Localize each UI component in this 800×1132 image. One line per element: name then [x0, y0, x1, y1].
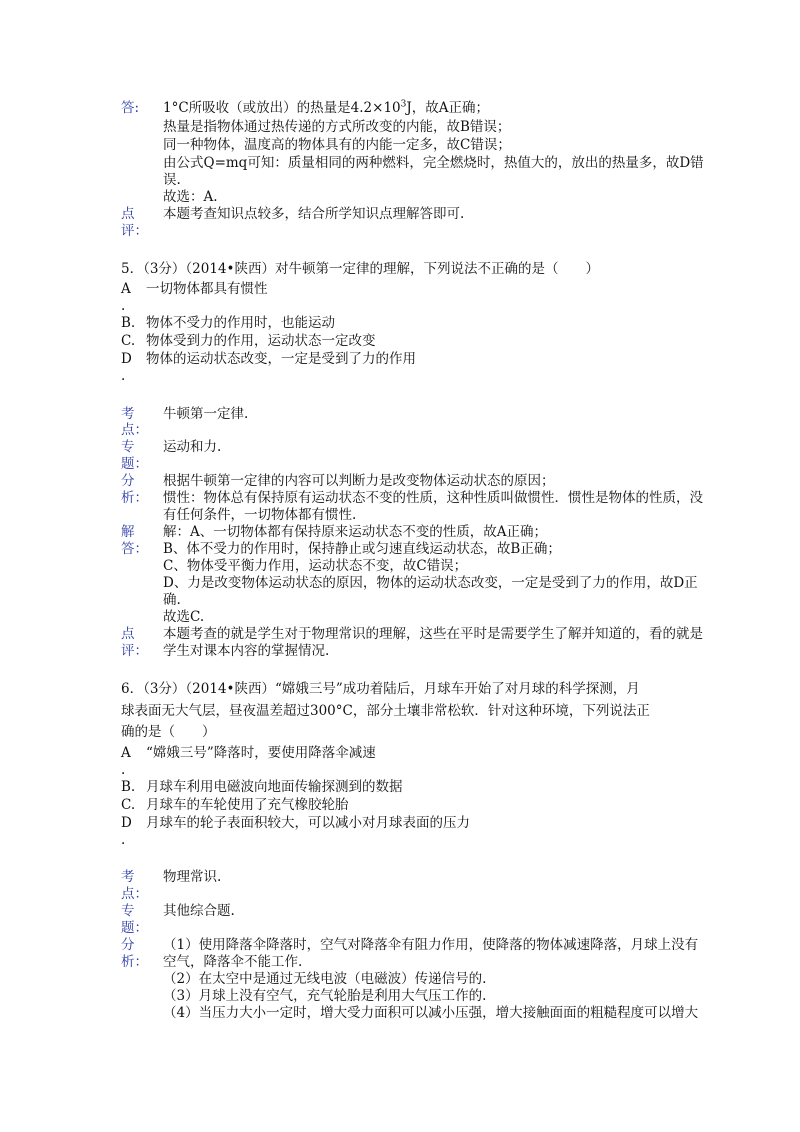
answer-line-2: 热量是指物体通过热传递的方式所改变的内能，故B错误； — [163, 119, 511, 135]
q6-zhuanti-label-2: 题： — [121, 920, 148, 936]
q6-option-b-text: 月球车利用电磁波向地面传输探测到的数据 — [146, 779, 403, 795]
q5-option-d-letter: D — [121, 351, 132, 367]
q5-option-d-dot: . — [121, 368, 126, 384]
q5-option-a-letter: A — [121, 281, 131, 297]
q5-jieda-line-3: C、物体受平衡力作用，运动状态不变，故C错误； — [163, 558, 468, 574]
q6-option-a-letter: A — [121, 745, 131, 761]
answer-line-6: 故选：A. — [163, 189, 218, 205]
q5-dianping-line-2: 学生对课本内容的掌握情况. — [163, 643, 330, 659]
q6-fenxi-line-5: （4）当压力大小一定时，增大受力面积可以减小压强，增大接触面面的粗糙程度可以增大 — [163, 1005, 699, 1021]
q5-zhuanti-label-1: 专 — [121, 439, 135, 455]
q6-fenxi-line-3: （2）在太空中是通过无线电波（电磁波）传递信号的. — [163, 971, 487, 987]
q5-option-b-letter: B. — [121, 315, 136, 331]
q6-option-c-letter: C. — [121, 797, 136, 813]
q5-jieda-line-1: 解：A、一切物体都有保持原来运动状态不变的性质，故A正确； — [163, 524, 547, 540]
q6-stem-line-1: 6．（3分）（2014•陕西）“嫦娥三号”成功着陆后，月球车开始了对月球的科学探测，月 — [121, 681, 640, 697]
q5-jieda-line-4: D、力是改变物体运动状态的原因，物体的运动状态改变，一定是受到了力的作用，故D正 — [163, 575, 698, 591]
q5-fenxi-label-2: 析： — [121, 490, 148, 506]
q6-option-d-text: 月球车的轮子表面积较大，可以减小对月球表面的压力 — [146, 815, 470, 831]
q6-option-d-dot: . — [121, 832, 126, 848]
q5-jieda-line-2: B、体不受力的作用时，保持静止或匀速直线运动状态，故B正确； — [163, 541, 561, 557]
q5-dianping-label-1: 点 — [121, 626, 135, 642]
answer-line-5: 误. — [163, 172, 181, 188]
q5-fenxi-line-3: 有任何条件，一切物体都有惯性. — [163, 507, 357, 523]
q6-kaodian-text: 物理常识. — [163, 869, 222, 885]
q5-jieda-label-2: 答： — [121, 541, 148, 557]
q5-jieda-line-6: 故选C. — [163, 609, 205, 625]
answer-line-3: 同一种物体，温度高的物体具有的内能一定多，故C错误； — [163, 137, 511, 153]
answer-line-1: 1°C所吸收（或放出）的热量是$4.2\times 10^3J$，故A正确； — [163, 99, 490, 116]
q5-option-d-text: 物体的运动状态改变，一定是受到了力的作用 — [146, 351, 416, 367]
q5-jieda-label-1: 解 — [121, 524, 135, 540]
q6-option-a-text: “嫦娥三号”降落时，要使用降落伞减速 — [146, 745, 376, 761]
answer-line-4: 由公式Q=mq可知：质量相同的两种燃料，完全燃烧时，热值大的，放出的热量多，故D错 — [163, 155, 704, 171]
q5-zhuanti-label-2: 题： — [121, 456, 148, 472]
q5-fenxi-line-1: 根据牛顿第一定律的内容可以判断力是改变物体运动状态的原因； — [163, 473, 555, 489]
q5-option-b-text: 物体不受力的作用时，也能运动 — [146, 315, 335, 331]
q6-fenxi-line-1: （1）使用降落伞降落时，空气对降落伞有阻力作用，使降落的物体减速降落，月球上没有 — [163, 937, 699, 953]
q6-kaodian-label-1: 考 — [121, 869, 135, 885]
q6-fenxi-label-1: 分 — [121, 937, 135, 953]
q6-stem-line-2: 球表面无大气层，昼夜温差超过300°C，部分土壤非常松软．针对这种环境，下列说法正 — [121, 703, 650, 719]
q6-zhuanti-text: 其他综合题. — [163, 903, 235, 919]
comment-label-2: 评： — [121, 223, 148, 239]
q5-dianping-line-1: 本题考查的就是学生对于物理常识的理解，这些在平时是需要学生了解并知道的，看的就是 — [163, 626, 703, 642]
q6-option-c-text: 月球车的车轮使用了充气橡胶轮胎 — [146, 797, 349, 813]
q5-kaodian-label-2: 点： — [121, 422, 148, 438]
comment-text: 本题考查知识点较多，结合所学知识点理解答即可. — [163, 206, 465, 222]
q5-jieda-line-5: 确. — [163, 592, 181, 608]
q6-fenxi-line-4: （3）月球上没有空气，充气轮胎是利用大气压工作的. — [163, 988, 487, 1004]
q6-fenxi-line-2: 空气，降落伞不能工作. — [163, 954, 303, 970]
q6-option-b-letter: B. — [121, 779, 136, 795]
q5-zhuanti-text: 运动和力. — [163, 439, 222, 455]
q5-fenxi-line-2: 惯性：物体总有保持原有运动状态不变的性质，这种性质叫做惯性．惯性是物体的性质，没 — [163, 490, 703, 506]
q5-kaodian-text: 牛顿第一定律. — [163, 406, 249, 422]
q5-option-c-letter: C. — [121, 333, 136, 349]
q5-option-a-text: 一切物体都具有惯性 — [146, 281, 268, 297]
q6-zhuanti-label-1: 专 — [121, 903, 135, 919]
q6-option-d-letter: D — [121, 815, 132, 831]
q6-kaodian-label-2: 点： — [121, 886, 148, 902]
q5-kaodian-label-1: 考 — [121, 406, 135, 422]
answer-label: 答: — [121, 100, 140, 116]
q5-stem: 5．（3分）（2014•陕西）对牛顿第一定律的理解，下列说法不正确的是（ ） — [121, 261, 599, 277]
q6-fenxi-label-2: 析： — [121, 954, 148, 970]
q6-stem-line-3: 确的是（ ） — [121, 724, 216, 740]
q5-fenxi-label-1: 分 — [121, 473, 135, 489]
q6-option-a-dot: . — [121, 762, 126, 778]
q5-dianping-label-2: 评： — [121, 643, 148, 659]
q5-option-c-text: 物体受到力的作用，运动状态一定改变 — [146, 333, 376, 349]
q5-option-a-dot: . — [121, 298, 126, 314]
comment-label-1: 点 — [121, 206, 135, 222]
